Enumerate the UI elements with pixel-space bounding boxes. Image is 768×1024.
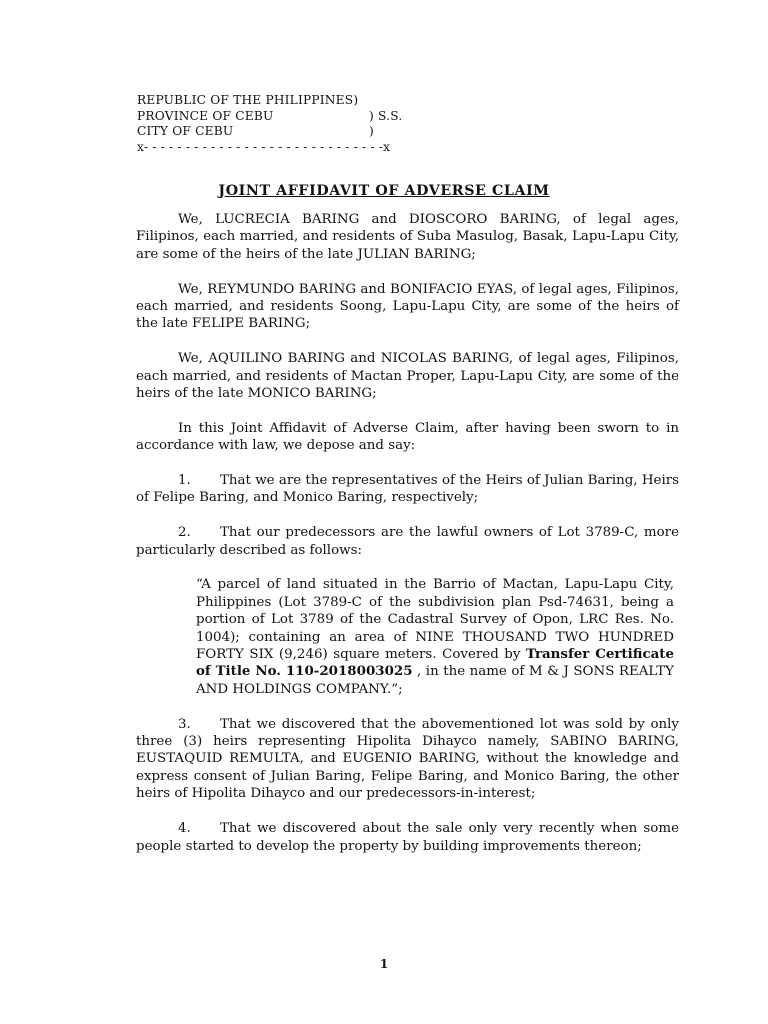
- title-certificate-number: Transfer Certificate of Title No. 110-2018003025: [196, 646, 674, 680]
- property-description-quote: “A parcel of land situated in the Barrio of Mactan, Lapu-Lapu City, Philippines (Lot 3789-C of the subdivision plan Psd-74631, being a portion of Lot 3789 of the Cadastral Survey of Opon, LRC Res. No. 1004); containing an area of NINE THOUSAND TWO HUNDRED FORTY SIX (9,246) square meters. Covered by Transfer Certificate of Title No. 110-2018003025 , in the name of M & J SONS REALTY AND HOLDINGS COMPANY.”;: [196, 577, 674, 697]
- item-number: 3.: [178, 716, 191, 732]
- item-text: That we discovered about the sale only very recently when some people started to develop the property by building improvements thereon;: [136, 821, 679, 854]
- numbered-item-4: [136, 820, 679, 855]
- page-number: 1: [379, 957, 389, 971]
- item-text: That our predecessors are the lawful owners of Lot 3789-C, more particularly described as follows:: [136, 525, 679, 558]
- paragraph-heirs-monico: We, AQUILINO BARING and NICOLAS BARING, of legal ages, Filipinos, each married, and residents of Mactan Proper, Lapu-Lapu City, are some of the heirs of the late MONICO BARING;: [136, 351, 679, 402]
- item-number: 4.: [178, 821, 191, 837]
- venue-separator: x- - - - - - - - - - - - - - - - - - - - - - - - - - - - -x: [137, 139, 391, 154]
- paragraph-heirs-felipe: We, REYMUNDO BARING and BONIFACIO EYAS, of legal ages, Filipinos, each married, and residents Soong, Lapu-Lapu City, are some of the heirs of the late FELIPE BARING;: [136, 281, 679, 332]
- item-text: That we discovered that the abovementioned lot was sold by only three (3) heirs representing Hipolita Dihayco namely, SABINO BARING, EUSTAQUID REMULTA, and EUGENIO BARING, without the knowledge and express consent of Julian Baring, Felipe Baring, and Monico Baring, the other heirs of Hipolita Dihayco and our predecessors-in-interest;: [136, 716, 679, 802]
- venue-line-province: PROVINCE OF CEBU ) S.S.: [137, 108, 403, 123]
- document-title: JOINT AFFIDAVIT OF ADVERSE CLAIM: [218, 183, 550, 199]
- paragraph-heirs-julian: We, LUCRECIA BARING and DIOSCORO BARING, of legal ages, Filipinos, each married, and residents of Suba Masulog, Basak, Lapu-Lapu City, are some of the heirs of the late JULIAN BARING;: [136, 212, 679, 262]
- item-text: That we are the representatives of the Heirs of Julian Baring, Heirs of Felipe Baring, and Monico Baring, respectively;: [136, 473, 679, 506]
- item-number: 1.: [178, 473, 191, 489]
- venue-block: [137, 93, 403, 155]
- numbered-item-1: [136, 472, 679, 507]
- numbered-item-2: [136, 524, 679, 559]
- venue-line-city: CITY OF CEBU ): [137, 124, 374, 139]
- numbered-item-3: [136, 716, 679, 803]
- item-number: 2.: [178, 525, 191, 541]
- venue-line-republic: REPUBLIC OF THE PHILIPPINES): [137, 93, 359, 107]
- document-body: [136, 211, 679, 872]
- paragraph-depose: In this Joint Affidavit of Adverse Claim, after having been sworn to in accordance with law, we depose and say:: [136, 420, 679, 454]
